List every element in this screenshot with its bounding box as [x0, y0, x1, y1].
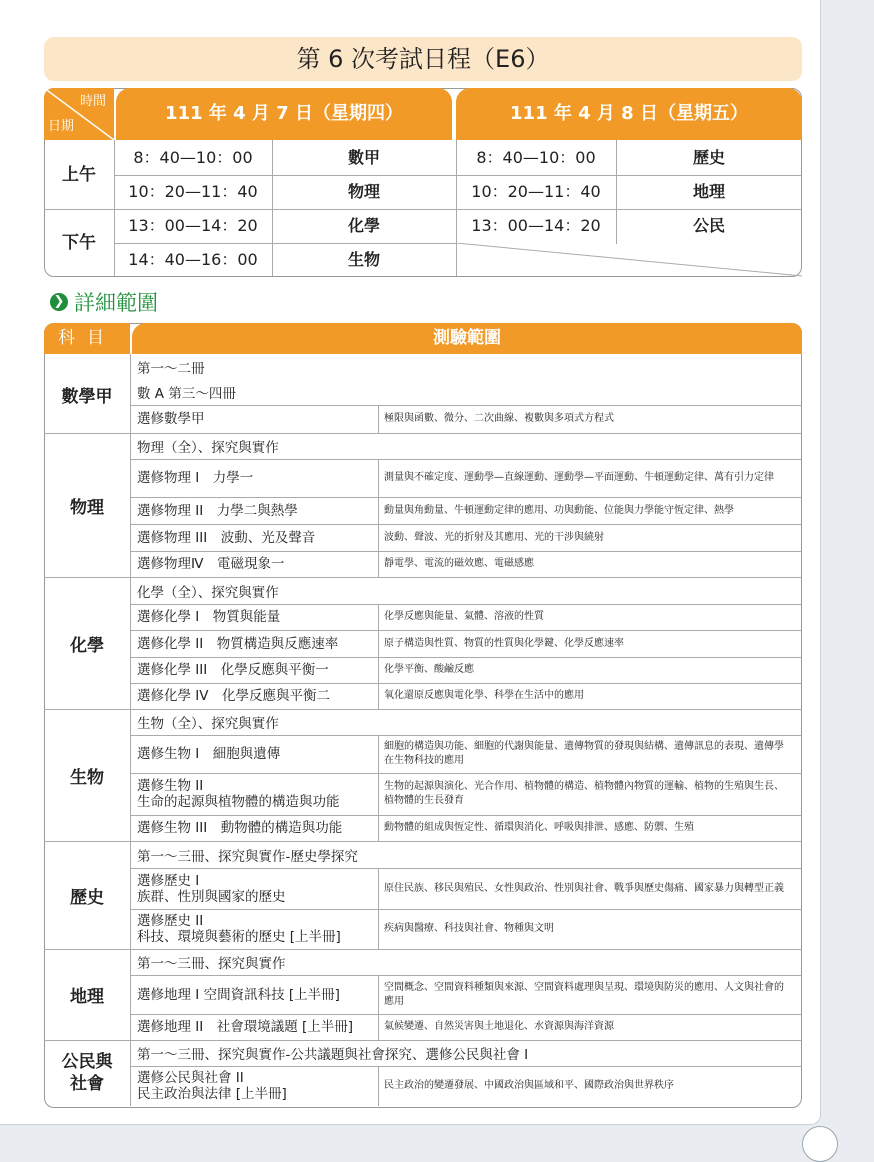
course-topics: 測量與不確定度、運動學—直線運動、運動學—平面運動、牛頓運動定律、萬有引力定律 [384, 472, 774, 483]
physics-wide: 物理（全）、探究與實作 [137, 440, 279, 456]
course-name: 選修物理 III 波動、光及聲音 [137, 529, 316, 546]
time-cell: 10：20—11：40 [128, 182, 258, 201]
header-scope: 測驗範圍 [132, 323, 802, 354]
course-name: 選修化學 III 化學反應與平衡一 [137, 662, 329, 678]
subject-history: 歷史 [70, 887, 104, 908]
course-name: 選修生物 III 動物體的構造與功能 [137, 820, 343, 836]
history-wide: 第一～三冊、探究與實作-歷史學探究 [137, 848, 358, 865]
course-name: 選修歷史 II [137, 913, 204, 929]
time-cell: 14：40—16：00 [128, 250, 258, 269]
subject-cell: 歷史 [692, 148, 725, 167]
course-name: 選修化學 IV 化學反應與平衡二 [137, 688, 331, 704]
course-topics: 靜電學、電流的磁效應、電磁感應 [384, 558, 534, 569]
grid-line [378, 459, 379, 577]
page-title: 第 6 次考試日程（E6） [44, 37, 802, 81]
period-morning: 上午 [62, 165, 96, 185]
subject-biology: 生物 [70, 767, 104, 788]
subject-math: 數學甲 [61, 386, 113, 407]
course-name: 選修地理 II 社會環境議題 [上半冊] [137, 1019, 354, 1035]
course-subtitle: 族群、性別與國家的歷史 [137, 888, 286, 905]
biology-wide: 生物（全）、探究與實作 [137, 716, 279, 732]
math-line1: 第一～二冊 [137, 360, 205, 377]
grid-line [130, 354, 131, 1106]
course-topics: 極限與函數、微分、二次曲線、複數與多項式方程式 [384, 413, 614, 424]
math-line2: 數 A 第三～四冊 [137, 385, 236, 402]
schedule-corner-header [44, 88, 114, 140]
course-name: 選修物理 I 力學一 [137, 470, 254, 486]
course-topics: 細胞的構造與功能、細胞的代謝與能量、遺傳物質的發現與結構、遺傳訊息的表現、遺傳學在生物科技的應用 [384, 741, 784, 766]
period-afternoon: 下午 [62, 233, 96, 253]
civics-wide: 第一～三冊、探究與實作-公共議題與社會探究、選修公民與社會 I [137, 1047, 529, 1063]
time-cell: 8：40—10：00 [476, 148, 596, 167]
course-name-block [137, 909, 341, 949]
subject-civics-line2: 社會 [70, 1074, 104, 1094]
time-cell: 10：20—11：40 [471, 182, 601, 201]
subject-geography: 地理 [70, 987, 104, 1007]
subject-chemistry: 化學 [70, 635, 104, 656]
course-topics: 氧化還原反應與電化學、科學在生活中的應用 [384, 690, 584, 701]
subject-cell: 生物 [347, 250, 380, 269]
course-topics: 化學平衡、酸鹼反應 [384, 664, 474, 675]
course-topics: 動量與角動量、牛頓運動定律的應用、功與動能、位能與力學能守恆定律、熱學 [384, 504, 734, 516]
grid-line [378, 405, 379, 433]
chemistry-wide: 化學（全）、探究與實作 [137, 584, 279, 601]
subject-cell: 化學 [347, 216, 380, 235]
corner-time-label: 時間 [79, 94, 106, 109]
scroll-button[interactable] [802, 1126, 838, 1162]
day-header-2: 111 年 4 月 8 日（星期五） [456, 88, 802, 140]
geography-wide: 第一～三冊、探究與實作 [137, 956, 286, 972]
course-name: 選修生物 II [137, 778, 204, 794]
corner-date-label: 日期 [48, 119, 75, 134]
header-subject: 科目 [44, 323, 130, 354]
subject-cell: 數甲 [347, 148, 380, 167]
day-header-1: 111 年 4 月 7 日（星期四） [116, 88, 452, 140]
course-name-block [137, 773, 340, 815]
subject-cell: 地理 [692, 182, 725, 201]
course-subtitle: 生命的起源與植物體的構造與功能 [137, 794, 340, 810]
course-topics: 疾病與醫療、科技與社會、物種與文明 [384, 923, 554, 934]
subject-cell: 公民 [692, 216, 725, 235]
course-topics: 原子構造與性質、物質的性質與化學鍵、化學反應速率 [384, 637, 624, 649]
course-name-block [137, 868, 286, 909]
course-subtitle: 科技、環境與藝術的歷史 [上半冊] [137, 929, 341, 945]
subject-cell: 物理 [347, 182, 380, 201]
course-topics: 原住民族、移民與殖民、女性與政治、性別與社會、戰爭與歷史傷痛、國家暴力與轉型正義 [384, 882, 784, 894]
course-topics: 空間概念、空間資料種類與來源、空間資料處理與呈現、環境與防災的應用、人文與社會的應用 [384, 981, 784, 1007]
course-name: 選修公民與社會 II [137, 1070, 244, 1086]
time-cell: 8：40—10：00 [133, 148, 253, 167]
section-title [50, 288, 158, 316]
course-topics: 化學反應與能量、氣體、溶液的性質 [384, 611, 544, 622]
course-topics: 民主政治的變遷發展、中國政治與區域和平、國際政治與世界秩序 [384, 1080, 674, 1091]
course-name: 選修數學甲 [137, 411, 205, 427]
grid-line [378, 735, 379, 841]
detail-table [44, 323, 802, 1108]
schedule-table [44, 88, 802, 277]
empty-cell-diagonal [456, 243, 802, 277]
course-name: 選修生物 I 細胞與遺傳 [137, 746, 281, 762]
course-name: 選修物理Ⅳ 電磁現象一 [137, 556, 285, 572]
course-topics: 氣候變遷、自然災害與土地退化、水資源與海洋資源 [384, 1021, 614, 1032]
time-cell: 13：00—14：20 [471, 216, 601, 235]
course-topics: 動物體的組成與恆定性、循環與消化、呼吸與排泄、感應、防禦、生殖 [384, 822, 694, 833]
course-subtitle: 民主政治與法律 [上半冊] [137, 1086, 287, 1102]
grid-line [378, 1066, 379, 1106]
course-name: 選修地理 I 空間資訊科技 [上半冊] [137, 986, 340, 1003]
course-name: 選修化學 I 物質與能量 [137, 609, 281, 625]
section-title-text: 詳細範圍 [74, 291, 158, 315]
grid-line [378, 975, 379, 1040]
subject-physics: 物理 [70, 497, 104, 518]
course-topics: 生物的起源與演化、光合作用、植物體的構造、植物體內物質的運輸、植物的生殖與生長、植物體的生長發育 [384, 781, 784, 806]
subject-civics [44, 1040, 130, 1106]
chevron-right-circle-icon: ❯ [50, 293, 68, 311]
course-name: 選修歷史 I [137, 872, 200, 889]
course-name-block [137, 1066, 287, 1106]
course-topics: 波動、聲波、光的折射及其應用、光的干涉與繞射 [384, 531, 604, 543]
course-name: 選修化學 II 物質構造與反應速率 [137, 635, 339, 652]
time-cell: 13：00—14：20 [128, 216, 258, 235]
course-name: 選修物理 II 力學二與熱學 [137, 502, 298, 519]
subject-civics-line1: 公民與 [61, 1052, 113, 1072]
